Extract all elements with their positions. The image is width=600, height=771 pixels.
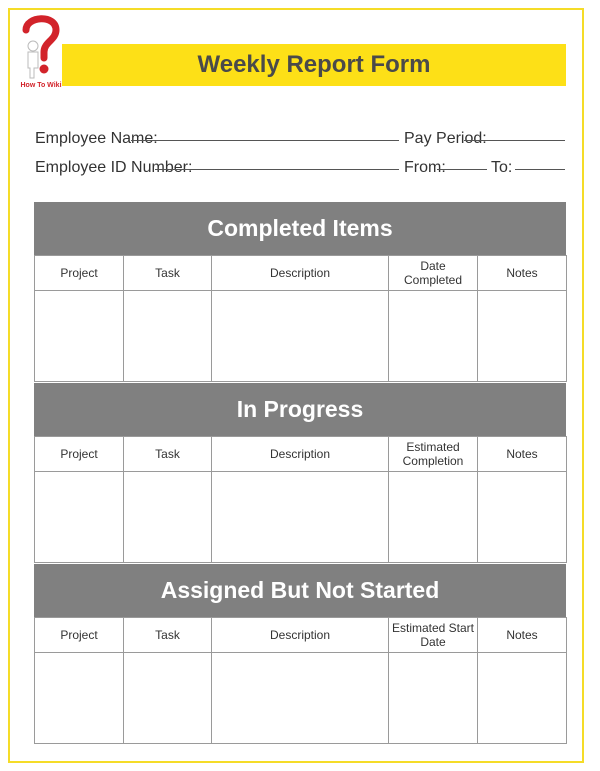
task-cell[interactable] bbox=[124, 472, 212, 563]
project-cell[interactable] bbox=[35, 472, 124, 563]
section-header: Completed Items bbox=[34, 202, 566, 255]
description-cell[interactable] bbox=[212, 472, 389, 563]
column-header-notes: Notes bbox=[478, 256, 567, 291]
section-header: Assigned But Not Started bbox=[34, 564, 566, 617]
column-header-notes: Notes bbox=[478, 618, 567, 653]
in-progress-table bbox=[34, 436, 567, 563]
column-header-task: Task bbox=[124, 618, 212, 653]
estimated-start-date-cell[interactable] bbox=[389, 653, 478, 744]
table-row bbox=[35, 291, 567, 382]
column-header-project: Project bbox=[35, 437, 124, 472]
pay-period-label: Pay Period: bbox=[404, 130, 487, 147]
section-header: In Progress bbox=[34, 383, 566, 436]
table-header-row bbox=[35, 256, 567, 291]
description-cell[interactable] bbox=[212, 653, 389, 744]
how-to-wiki-logo bbox=[16, 12, 64, 92]
from-label: From: bbox=[404, 159, 446, 176]
notes-cell[interactable] bbox=[478, 472, 567, 563]
column-header-project: Project bbox=[35, 618, 124, 653]
notes-cell[interactable] bbox=[478, 653, 567, 744]
column-header-description: Description bbox=[212, 437, 389, 472]
completed-items-section bbox=[34, 202, 566, 382]
column-header-task: Task bbox=[124, 256, 212, 291]
column-header-task: Task bbox=[124, 437, 212, 472]
date-completed-cell[interactable] bbox=[389, 291, 478, 382]
column-header-project: Project bbox=[35, 256, 124, 291]
logo-text: How To Wiki bbox=[20, 82, 62, 89]
title-banner bbox=[62, 44, 566, 86]
page-title: Weekly Report Form bbox=[197, 51, 431, 78]
column-header-description: Description bbox=[212, 618, 389, 653]
assigned-not-started-section bbox=[34, 564, 566, 744]
description-cell[interactable] bbox=[212, 291, 389, 382]
completed-items-table bbox=[34, 255, 567, 382]
table-row bbox=[35, 653, 567, 744]
task-cell[interactable] bbox=[124, 291, 212, 382]
employee-name-label: Employee Name: bbox=[35, 130, 158, 147]
employee-id-label: Employee ID Number: bbox=[35, 159, 193, 176]
column-header-description: Description bbox=[212, 256, 389, 291]
to-date-field[interactable] bbox=[515, 169, 565, 170]
assigned-not-started-table bbox=[34, 617, 567, 744]
pay-period-field[interactable] bbox=[464, 140, 565, 141]
estimated-completion-cell[interactable] bbox=[389, 472, 478, 563]
to-label: To: bbox=[491, 159, 513, 176]
table-header-row bbox=[35, 437, 567, 472]
project-cell[interactable] bbox=[35, 291, 124, 382]
question-mark-person-icon bbox=[16, 12, 64, 84]
table-header-row bbox=[35, 618, 567, 653]
project-cell[interactable] bbox=[35, 653, 124, 744]
employee-name-field[interactable] bbox=[131, 140, 399, 141]
column-header-estimated-completion: Estimated Completion bbox=[389, 437, 478, 472]
employee-id-field[interactable] bbox=[155, 169, 399, 170]
task-cell[interactable] bbox=[124, 653, 212, 744]
from-date-field[interactable] bbox=[437, 169, 487, 170]
in-progress-section bbox=[34, 383, 566, 563]
notes-cell[interactable] bbox=[478, 291, 567, 382]
table-row bbox=[35, 472, 567, 563]
column-header-notes: Notes bbox=[478, 437, 567, 472]
column-header-estimated-start-date: Estimated Start Date bbox=[389, 618, 478, 653]
column-header-date-completed: Date Completed bbox=[389, 256, 478, 291]
